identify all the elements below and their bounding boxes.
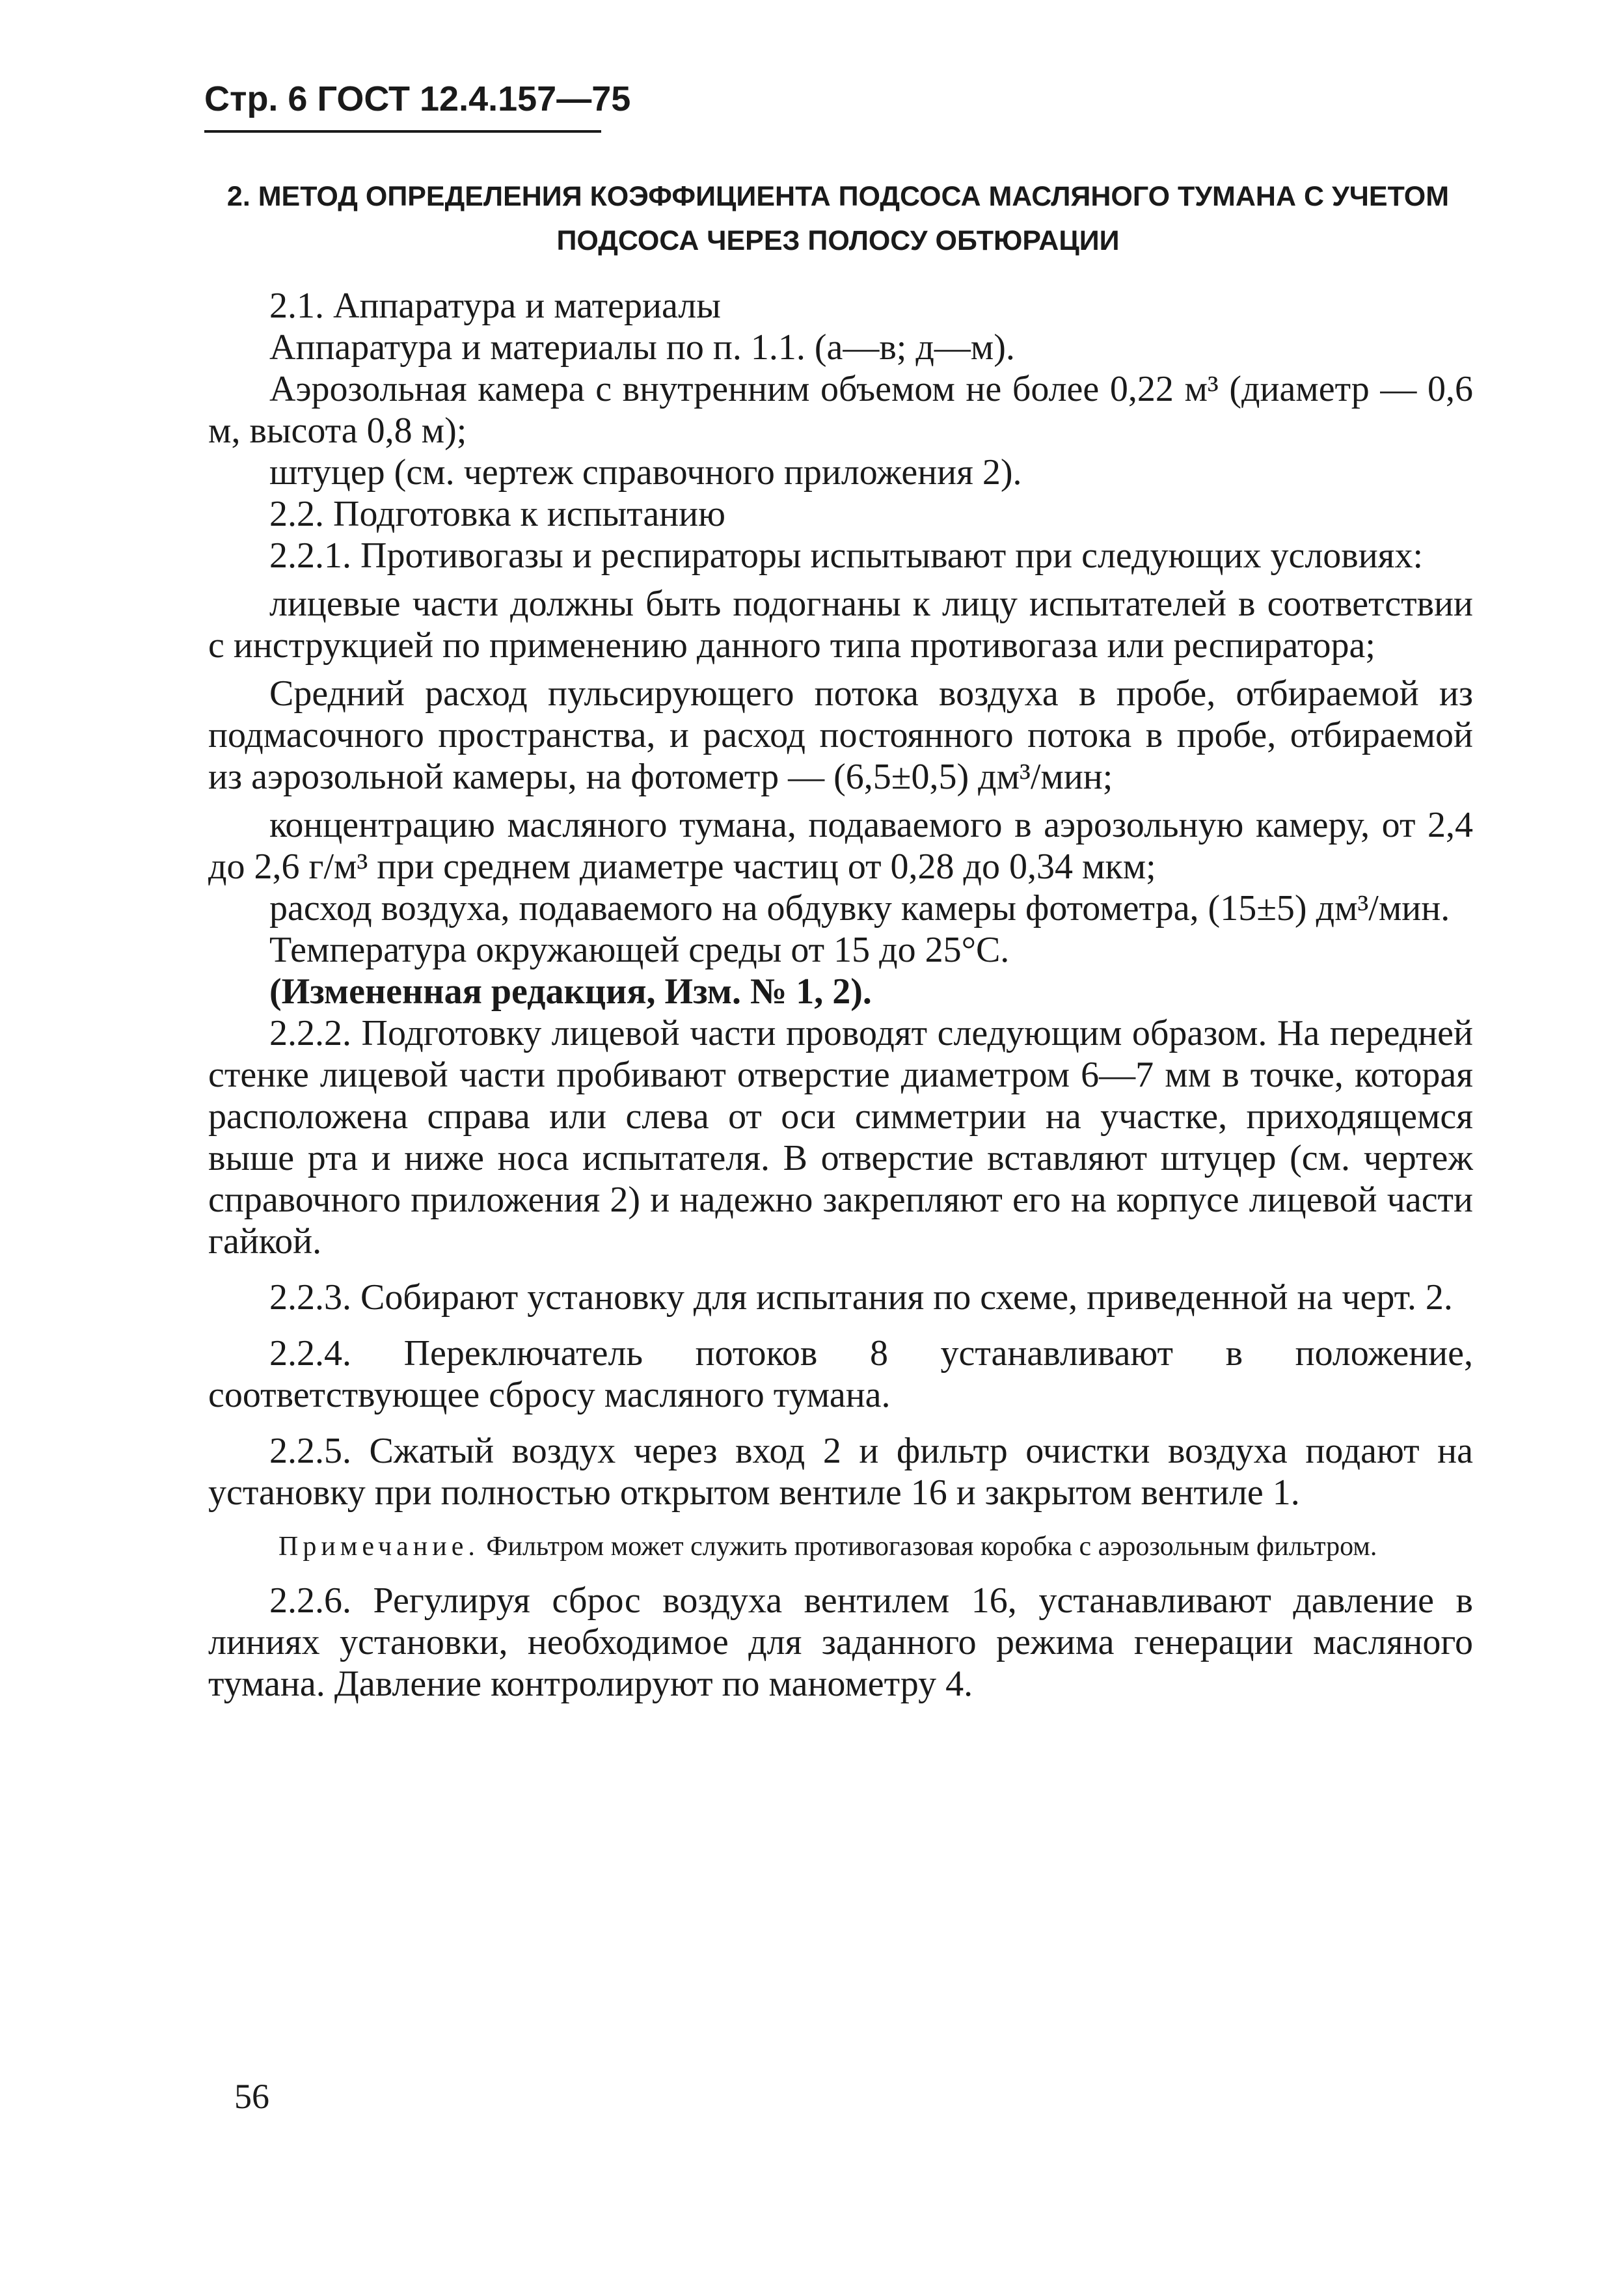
paragraph-equipment: Аппаратура и материалы по п. 1.1. (а—в; д—м). bbox=[269, 327, 1015, 368]
header-rule bbox=[204, 130, 601, 133]
note-text: Фильтром может служить противогазовая коробка с аэрозольным фильтром. bbox=[486, 1532, 1377, 1562]
paragraph-2-2-3: 2.2.3. Собирают установку для испытания по схеме, приведенной на черт. 2. bbox=[269, 1277, 1453, 1318]
page-header: Стр. 6 ГОСТ 12.4.157—75 bbox=[204, 79, 631, 118]
paragraph-2-2: 2.2. Подготовка к испытанию bbox=[269, 494, 725, 534]
paragraph-temperature: Температура окружающей среды от 15 до 25°С. bbox=[269, 930, 1010, 970]
paragraph-2-2-4: 2.2.4. Переключатель потоков 8 устанавливают в положение, соответствующее сбросу масляного тумана. bbox=[208, 1333, 1473, 1415]
paragraph-concentration: концентрацию масляного тумана, подаваемого в аэрозольную камеру, от 2,4 до 2,6 г/м³ при среднем диаметре частиц от 0,28 до 0,34 мкм; bbox=[208, 805, 1473, 887]
paragraph-2-2-2: 2.2.2. Подготовку лицевой части проводят следующим образом. На передней стенке лицевой части пробивают отверстие диаметром 6—7 мм в точке, которая расположена справа или слева от оси симметрии на участке, приходящемся выше рта и ниже носа испытателя. В отверстие вставляют штуцер (см. чертеж справочного приложения 2) и надежно закрепляют его на корпусе лицевой части гайкой. bbox=[208, 1013, 1473, 1262]
document-body bbox=[208, 285, 1473, 1705]
paragraph-2-2-5: 2.2.5. Сжатый воздух через вход 2 и фильтр очистки воздуха подают на установку при полностью открытом вентиле 16 и закрытом вентиле 1. bbox=[208, 1431, 1473, 1513]
paragraph-aerosol-chamber: Аэрозольная камера с внутренним объемом не более 0,22 м³ (диаметр — 0,6 м, высота 0,8 м); bbox=[208, 369, 1473, 451]
paragraph-face-parts: лицевые части должны быть подогнаны к лицу испытателей в соответствии с инструкцией по применению данного типа противогаза или респиратора; bbox=[208, 584, 1473, 666]
paragraph-2-2-1: 2.2.1. Противогазы и респираторы испытывают при следующих условиях: bbox=[269, 535, 1423, 576]
paragraph-2-1: 2.1. Аппаратура и материалы bbox=[269, 286, 721, 326]
note-label: Примечание. bbox=[278, 1532, 480, 1562]
paragraph-air-flow: расход воздуха, подаваемого на обдувку камеры фотометра, (15±5) дм³/мин. bbox=[269, 888, 1450, 928]
paragraph-revision: (Измененная редакция, Изм. № 1, 2). bbox=[269, 971, 872, 1012]
paragraph-flow-rate: Средний расход пульсирующего потока воздуха в пробе, отбираемой из подмасочного пространства, и расход постоянного потока в пробе, отбираемой из аэрозольной камеры, на фотометр — (6,5±0,5) дм³/мин; bbox=[208, 673, 1473, 797]
paragraph-2-2-6: 2.2.6. Регулируя сброс воздуха вентилем 16, устанавливают давление в линиях установки, необходимое для заданного режима генерации масляного тумана. Давление контролируют по манометру 4. bbox=[208, 1580, 1473, 1704]
page-number: 56 bbox=[234, 2077, 269, 2116]
paragraph-fitting: штуцер (см. чертеж справочного приложения 2). bbox=[269, 452, 1022, 493]
note bbox=[208, 1528, 1473, 1565]
section-title: 2. МЕТОД ОПРЕДЕЛЕНИЯ КОЭФФИЦИЕНТА ПОДСОСА МАСЛЯНОГО ТУМАНА С УЧЕТОМ ПОДСОСА ЧЕРЕЗ ПОЛОСУ ОБТЮРАЦИИ bbox=[226, 181, 1450, 256]
